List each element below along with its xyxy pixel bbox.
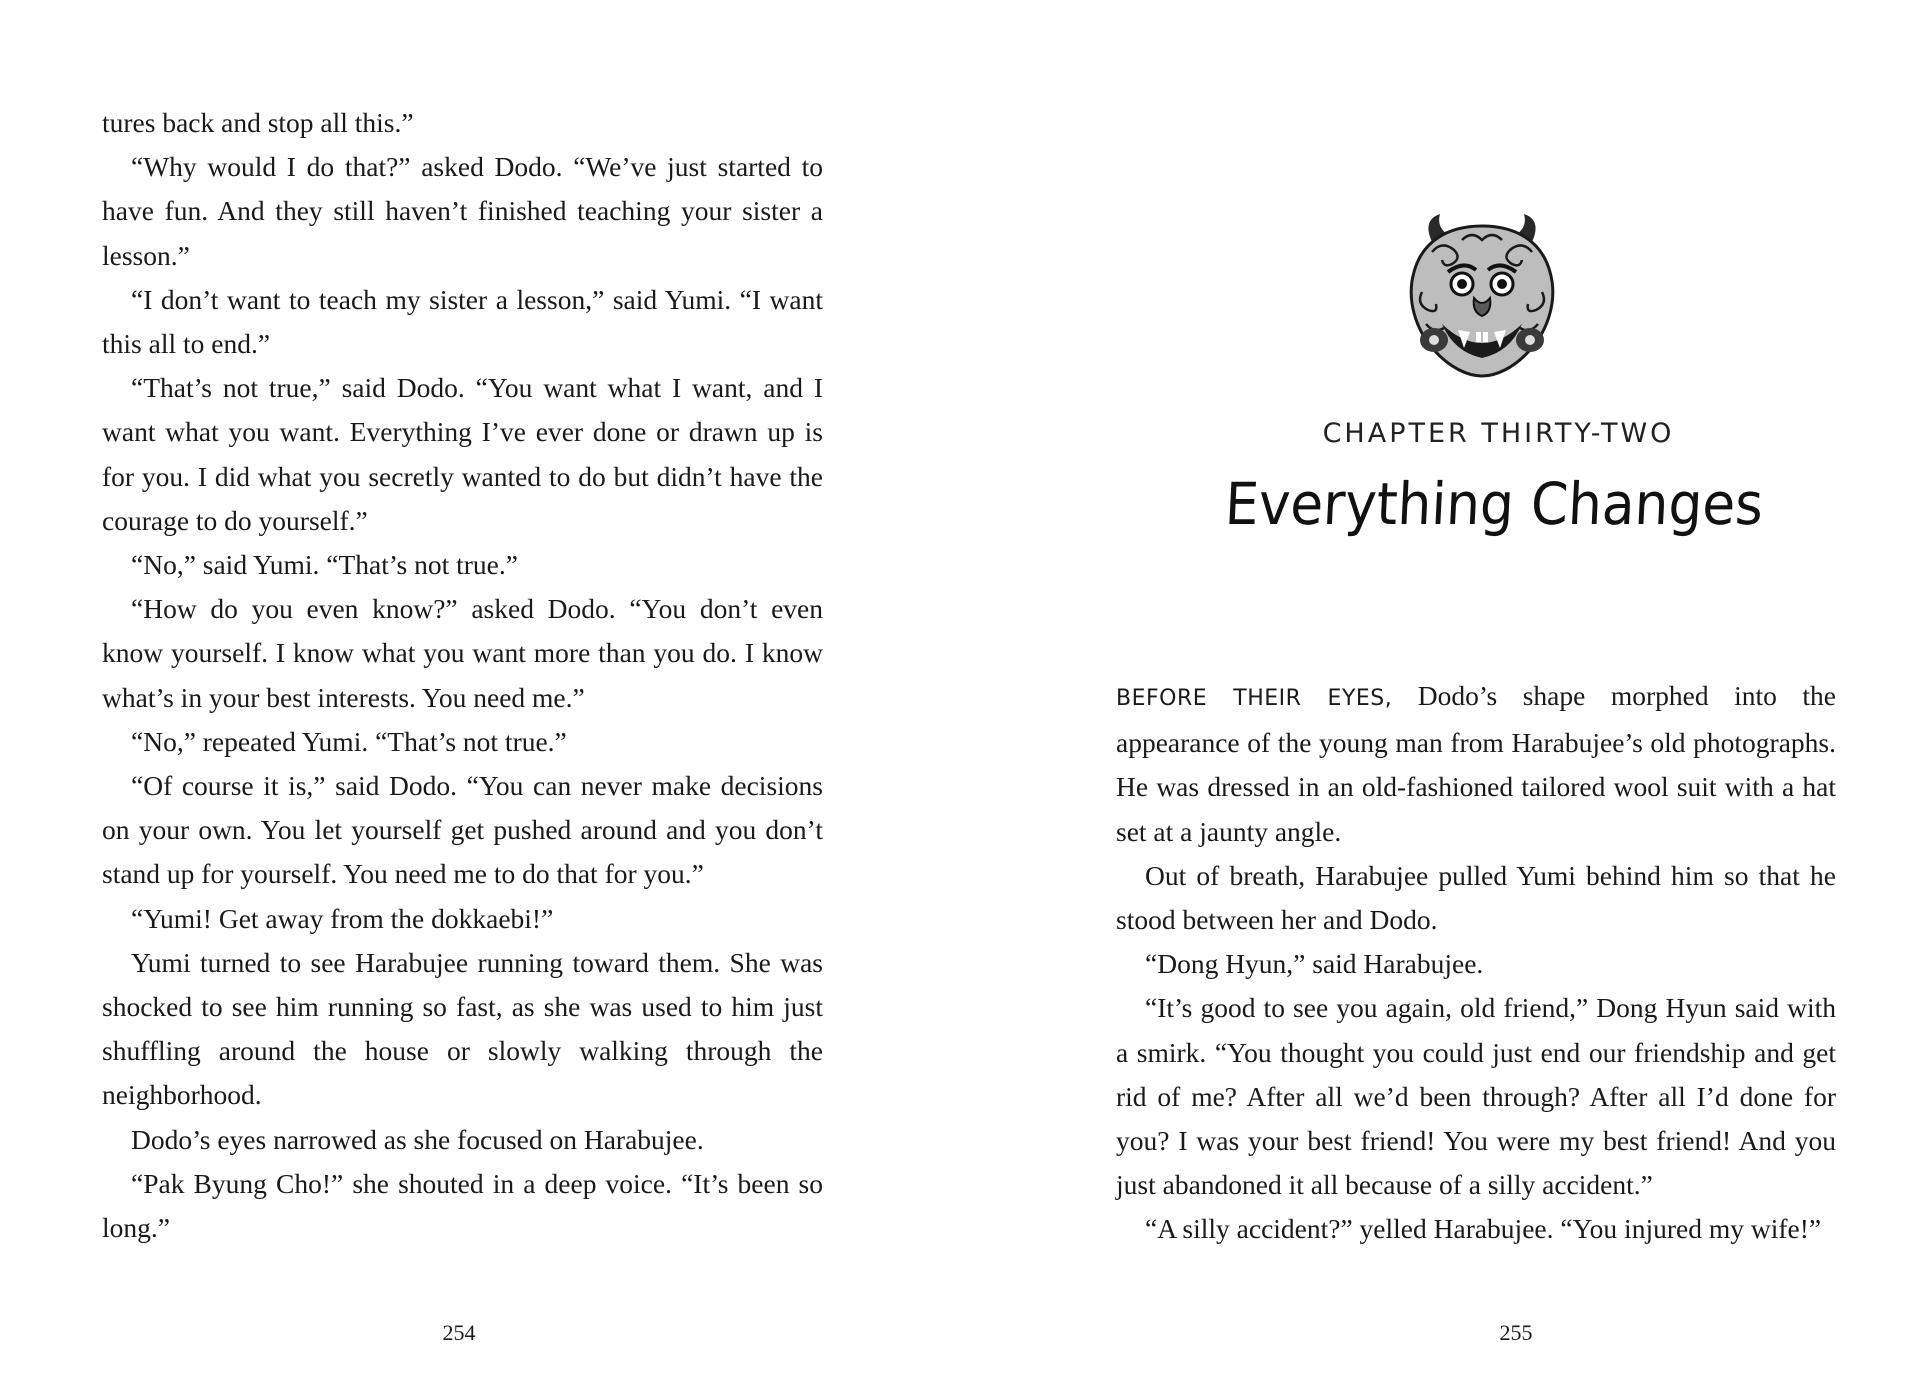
paragraph [1116,674,1836,854]
paragraph: “Pak Byung Cho!” she shouted in a deep voice. “It’s been so long.” [102,1167,823,1244]
left-page [0,0,962,1400]
dokkaebi-mask-icon [1392,212,1572,382]
paragraph-text: Dodo’s shape morphed into the appearance of the young man from Harabujee’s old photographs. He was dressed in an old-fashioned tailored wool suit with a hat set at a jaunty angle. [1116,680,1836,847]
paragraph: Dodo’s eyes narrowed as she focused on Harabujee. [131,1123,704,1155]
chapter-label: CHAPTER THIRTY-TWO [1322,418,1675,449]
paragraph: Yumi turned to see Harabujee running toward them. She was shocked to see him running so fast, as she was used to him just shuffling around the house or slowly walking through the neighborhood. [102,946,823,1111]
paragraph: “Of course it is,” said Dodo. “You can never make decisions on your own. You let yourself get pushed around and you don’t stand up for yourself. You need me to do that for you.” [102,770,823,890]
paragraph: “That’s not true,” said Dodo. “You want what I want, and I want what you want. Everything I’ve ever done or drawn up is for you. I did what you secretly wanted to do but didn’t have the courage to do yourself.” [102,372,823,536]
left-page-text [102,101,823,1250]
paragraph: “It’s good to see you again, old friend,” Dong Hyun said with a smirk. “You thought you could just end our friendship and get rid of me? After all we’d been through? After all I’d done for you? I was your best friend! You were my best friend! And you just abandoned it all because of a silly accident.” [1116,992,1836,1201]
paragraph: “No,” repeated Yumi. “That’s not true.” [131,725,567,757]
paragraph: “I don’t want to teach my sister a lesson,” said Yumi. “I want this all to end.” [102,283,823,360]
paragraph: “Yumi! Get away from the dokkaebi!” [131,902,554,934]
paragraph: “A silly accident?” yelled Harabujee. “You injured my wife!” [1145,1213,1822,1245]
paragraph: “Dong Hyun,” said Harabujee. [1145,948,1484,980]
paragraph: tures back and stop all this.” [102,107,414,138]
chapter-title: Everything Changes [1223,470,1765,538]
right-page-text [1116,674,1836,1252]
paragraph: Out of breath, Harabujee pulled Yumi behind him so that he stood between her and Dodo. [1116,859,1836,936]
paragraph: “No,” said Yumi. “That’s not true.” [131,549,518,581]
paragraph: “How do you even know?” asked Dodo. “You don’t even know yourself. I know what you want more than you do. I know what’s in your best interests. You need me.” [102,593,823,713]
paragraph: “Why would I do that?” asked Dodo. “We’ve just started to have fun. And they still haven’t finished teaching your sister a lesson.” [102,151,823,271]
chapter-lead-in: BEFORE THEIR EYES, [1116,686,1393,711]
page-number-left: 254 [442,1320,476,1345]
page-number-right: 255 [1499,1320,1533,1345]
right-page [962,0,1925,1400]
